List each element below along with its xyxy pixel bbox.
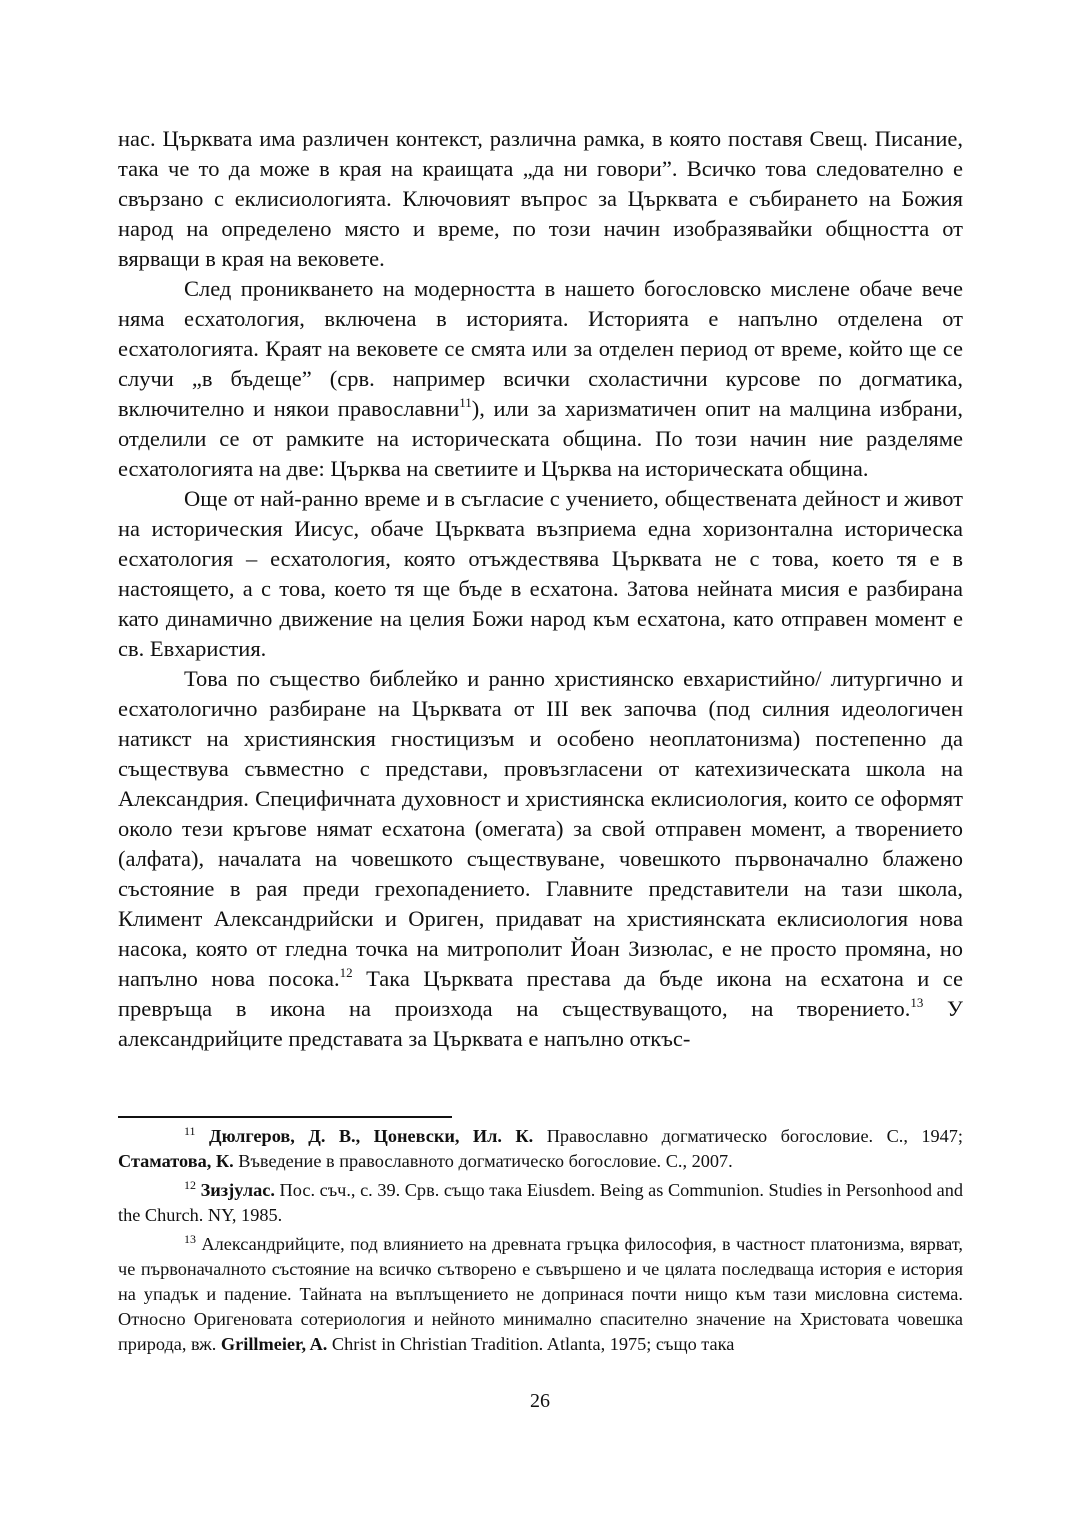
paragraph-3-text: Още от най-ранно време и в съгласие с учението, обществената дейност и живот на историческия Иисус, обаче Църквата възприема една хоризонтална историческа есхатология – есхатология, която отъждествява Църквата не с това, което тя е в настоящето, а с това, което тя ще бъде в есхатона. Затова нейната мисия е разбирана като динамично движение на целия Божи народ към есхатона, като отправен момент е св. Евхаристия. (118, 486, 963, 661)
page-number: 26 (530, 1390, 550, 1412)
paragraph-4 (118, 664, 963, 1054)
paragraph-4-text-a: Това по същество библейко и ранно християнско евхаристийно/ литургично и есхатологично разбиране на Църквата от III век започва (под силния идеологичен натикст на християнския гностицизъм и особено неоплатонизма) постепенно да съществува съвместно с представи, провъзгласени от катехизическата школа на Александрия. Специфичната духовност и християнска еклисиология, които се оформят около тези кръгове нямат есхатона (омегата) за свой отправен момент, а творението (алфата), началата на човешкото съществуване, човешкото първоначално блажено състояние в рая преди грехопадението. Главните представители на тази школа, Климент Александрийски и Ориген, придават на християнската еклисиология нова насока, която от гледна точка на митрополит Йоан Зизюлас, е не просто промяна, но напълно нова посока. (118, 666, 963, 991)
paragraph-2-text-a: След проникването на модерността в нашето богословско мислене обаче вече няма есхатология, включена в историята. Историята е напълно отделена от есхатологията. Краят на вековете се смята или за отделен период от време, който ще се случи „в бъдеще” (срв. например всички схоластични курсове по догматика, включително и някои православни (118, 276, 963, 421)
footnote-13 (118, 1232, 963, 1357)
footnote-11 (118, 1124, 963, 1174)
footnote-author: Стаматова, К. (118, 1151, 234, 1171)
footnotes (118, 1124, 963, 1361)
main-text (118, 124, 963, 1054)
paragraph-1 (118, 124, 963, 274)
footnote-ref-11[interactable]: 11 (459, 395, 472, 410)
paragraph-2-text-b: ), или за харизматичен опит на малцина избрани, отделили се от рамките на историческата община. По този начин ние разделяме есхатологията на две: Църква на светиите и Църква на историческата община. (118, 396, 963, 481)
footnote-divider (118, 1116, 452, 1118)
footnote-text: Въведение в православното догматическо богословие. С., 2007. (233, 1151, 733, 1171)
footnote-12 (118, 1178, 963, 1228)
paragraph-3 (118, 484, 963, 664)
footnote-ref-13[interactable]: 13 (910, 995, 924, 1010)
footnote-number: 13 (184, 1232, 196, 1246)
footnote-text: Christ in Christian Tradition. Atlanta, 1975; също така (327, 1334, 735, 1354)
paragraph-4-text-c: У александрийците представата за Църквата е напълно откъс- (118, 996, 963, 1051)
footnote-number: 12 (184, 1178, 196, 1192)
footnote-text: Пос. съч., с. 39. Срв. също така Eiusdem. Being as Communion. Studies in Personhood and the Church. NY, 1985. (118, 1180, 964, 1225)
paragraph-2 (118, 274, 963, 484)
footnote-author: Зизјулас. (200, 1180, 275, 1200)
footnote-text: Православно догматическо богословие. С., 1947; (533, 1126, 963, 1146)
paragraph-4-text-b: Така Църквата престава да бъде икона на есхатона и се превръща в икона на произхода на съществуващото, на творението. (118, 966, 963, 1021)
footnote-text: Александрийците, под влиянието на древната гръцка философия, в частност платонизма, вярват, че първоначалното състояние на всичко сътворено е съвършено и че цялата последваща история е история на упадък и падение. Тайната на въплъщението не допринася почти нищо към тази мисловна система. Относно Оригеновата сотериология и нейното минимално спасително значение на Христовата човешка природа, вж. (118, 1234, 963, 1354)
footnote-author: Grillmeier, A. (220, 1334, 328, 1354)
footnote-ref-12[interactable]: 12 (339, 965, 353, 980)
footnote-author: Дюлгеров, Д. В., Цоневски, Ил. К. (209, 1126, 534, 1146)
paragraph-1-text: нас. Църквата има различен контекст, различна рамка, в която поставя Свещ. Писание, така че то да може в края на краищата „да ни говори”. Всичко това следователно е свързано с еклисиологията. Ключовият въпрос за Църквата е събирането на Божия народ на определено място и време, по този начин изобразявайки общността от вярващи в края на вековете. (118, 126, 963, 271)
footnote-number: 11 (184, 1124, 196, 1138)
